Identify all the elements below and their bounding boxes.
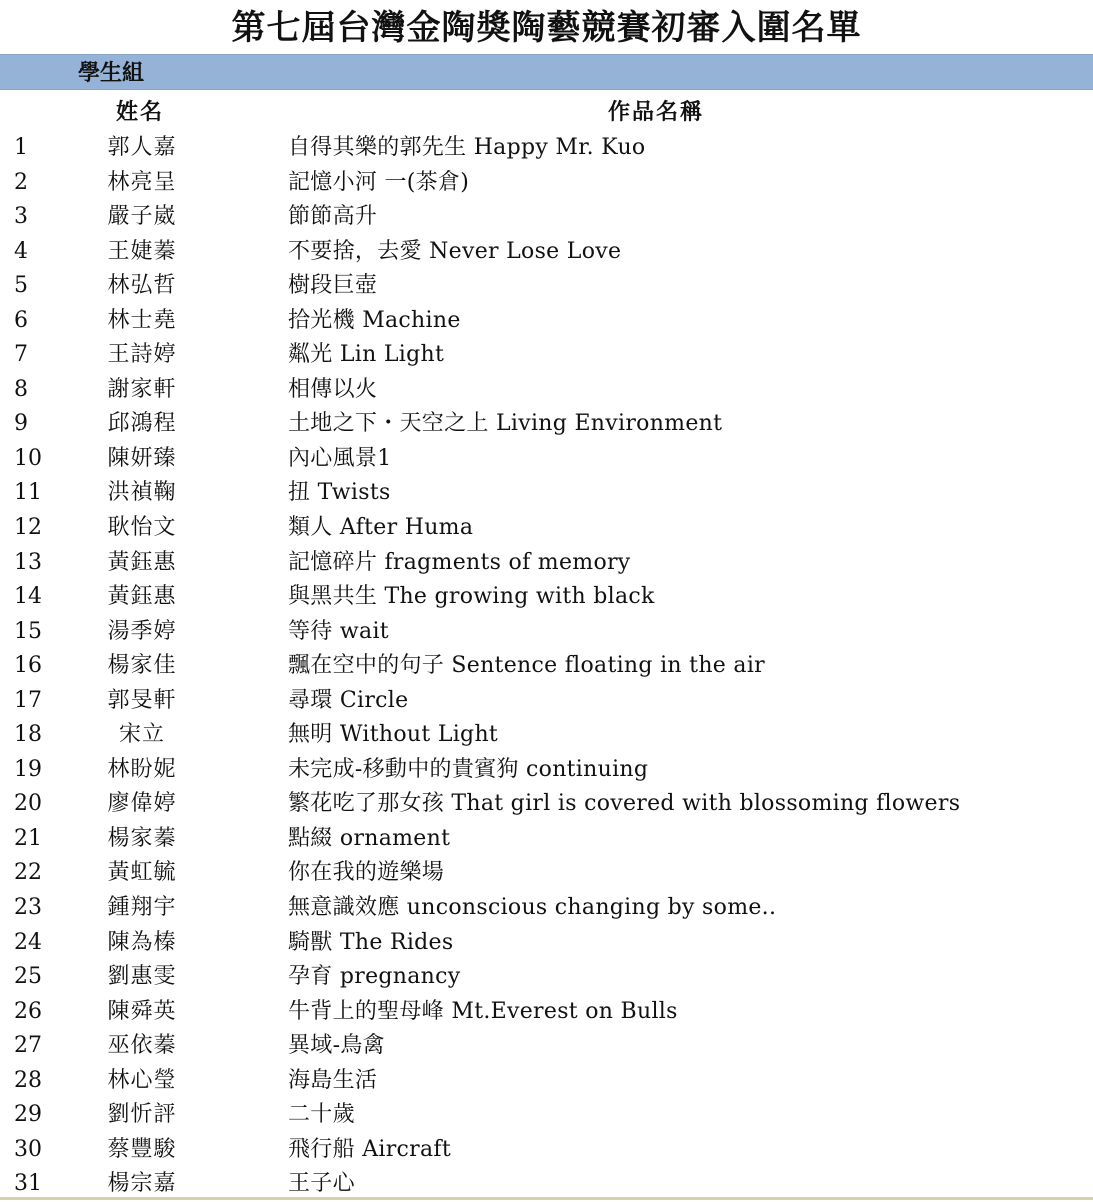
table-row (0, 442, 1093, 477)
entry-number: 24 (14, 929, 42, 955)
entry-name: 洪禎鞠 (107, 480, 177, 506)
entry-work-title: 異域-鳥禽 (288, 1033, 385, 1059)
entry-work-title: 節節高升 (288, 204, 378, 230)
entry-work-title: 你在我的遊樂場 (288, 860, 445, 886)
entry-name: 陳為榛 (107, 929, 177, 955)
entry-number: 16 (14, 653, 42, 679)
page-title: 第七屆台灣金陶獎陶藝競賽初審入圍名單 (231, 8, 862, 48)
entry-number: 11 (14, 480, 42, 506)
entry-name: 謝家軒 (107, 376, 177, 402)
table-row (0, 684, 1093, 719)
entry-name: 黃鈺惠 (107, 549, 177, 575)
entry-number: 27 (14, 1033, 42, 1059)
entry-work-title: 王子心 (288, 1171, 355, 1197)
column-header-row (0, 92, 1093, 132)
entry-work-title: 飛行船 Aircraft (288, 1136, 451, 1162)
entry-work-title: 不要捨，去愛 Never Lose Love (288, 238, 622, 264)
table-row (0, 615, 1093, 650)
entry-work-title: 騎獸 The Rides (288, 929, 454, 955)
table-row (0, 995, 1093, 1030)
entry-name: 劉惠雯 (107, 964, 177, 990)
entry-work-title: 未完成-移動中的貴賓狗 continuing (288, 756, 649, 782)
entry-work-title: 等待 wait (288, 618, 389, 644)
entry-number: 26 (14, 998, 42, 1024)
entry-number: 3 (14, 204, 28, 230)
entry-number: 1 (14, 135, 28, 160)
entry-name: 林士堯 (107, 307, 177, 333)
entry-name: 郭人嘉 (107, 135, 177, 160)
entry-number: 9 (14, 411, 28, 437)
entry-number: 25 (14, 964, 42, 990)
entry-number: 10 (14, 445, 42, 471)
entry-number: 31 (14, 1171, 42, 1197)
entry-work-title: 繁花吃了那女孩 That girl is covered with blossoming flowers (288, 791, 961, 817)
table-row (0, 856, 1093, 891)
entry-number: 28 (14, 1067, 42, 1093)
entry-name: 宋立 (118, 722, 165, 748)
table-row (0, 753, 1093, 788)
entry-work-title: 拾光機 Machine (288, 307, 461, 333)
entry-work-title: 扭 Twists (288, 480, 391, 506)
column-header-work: 作品名稱 (608, 99, 705, 125)
entry-name: 耿怡文 (107, 515, 177, 541)
entry-number: 30 (14, 1136, 42, 1162)
entry-number: 18 (14, 722, 42, 748)
entry-number: 21 (14, 825, 42, 851)
table-row (0, 373, 1093, 408)
entry-work-title: 樹段巨壺 (288, 273, 378, 299)
table-row (0, 1098, 1093, 1133)
entry-number: 4 (14, 238, 28, 264)
table-row (0, 166, 1093, 201)
entry-work-title: 與黑共生 The growing with black (288, 584, 655, 610)
entry-number: 2 (14, 169, 28, 195)
entry-number: 23 (14, 895, 42, 921)
entry-number: 7 (14, 342, 28, 368)
entry-name: 巫依蓁 (107, 1033, 177, 1059)
table-row (0, 580, 1093, 615)
table-row (0, 1133, 1093, 1168)
entry-name: 林盼妮 (107, 756, 177, 782)
entry-work-title: 二十歲 (288, 1102, 355, 1128)
table-row (0, 269, 1093, 304)
entry-work-title: 記憶小河 一(茶倉) (288, 169, 470, 195)
entry-name: 王詩婷 (107, 342, 177, 368)
entry-work-title: 尋環 Circle (288, 687, 409, 713)
entry-work-title: 土地之下・天空之上 Living Environment (288, 411, 723, 437)
entry-work-title: 無明 Without Light (288, 722, 499, 748)
entry-work-title: 無意識效應 unconscious changing by some.. (288, 895, 777, 921)
group-header-bar (0, 54, 1093, 90)
group-label: 學生組 (78, 60, 145, 86)
entry-list (0, 131, 1093, 1202)
entry-number: 20 (14, 791, 42, 817)
table-row (0, 338, 1093, 373)
table-row (0, 304, 1093, 339)
entry-number: 19 (14, 756, 42, 782)
entry-number: 6 (14, 307, 28, 333)
table-row (0, 235, 1093, 270)
table-row (0, 407, 1093, 442)
entry-number: 12 (14, 515, 42, 541)
entry-work-title: 相傳以火 (288, 376, 378, 402)
entry-name: 楊家佳 (107, 653, 177, 679)
table-row (0, 649, 1093, 684)
table-row (0, 200, 1093, 235)
entry-name: 廖偉婷 (107, 791, 177, 817)
entry-work-title: 類人 After Huma (288, 515, 474, 541)
entry-number: 5 (14, 273, 28, 299)
entry-name: 鍾翔宇 (107, 895, 177, 921)
entry-work-title: 粼光 Lin Light (288, 342, 445, 368)
table-row (0, 926, 1093, 961)
table-row (0, 891, 1093, 926)
entry-work-title: 點綴 ornament (288, 825, 451, 851)
entry-name: 邱鴻程 (107, 411, 177, 437)
entry-number: 14 (14, 584, 42, 610)
table-row (0, 476, 1093, 511)
entry-work-title: 牛背上的聖母峰 Mt.Everest on Bulls (288, 998, 678, 1024)
table-row (0, 787, 1093, 822)
table-row (0, 1029, 1093, 1064)
table-row (0, 718, 1093, 753)
entry-name: 郭旻軒 (107, 687, 177, 713)
table-row (0, 511, 1093, 546)
entry-name: 王婕蓁 (107, 238, 177, 264)
table-row (0, 960, 1093, 995)
entry-work-title: 孕育 pregnancy (288, 964, 461, 990)
entry-work-title: 海島生活 (288, 1067, 378, 1093)
entry-name: 楊家蓁 (107, 825, 177, 851)
entry-name: 陳妍臻 (107, 445, 177, 471)
entry-number: 29 (14, 1102, 42, 1128)
entry-number: 22 (14, 860, 42, 886)
entry-work-title: 飄在空中的句子 Sentence floating in the air (288, 653, 765, 679)
entry-name: 嚴子崴 (107, 204, 177, 230)
entry-name: 林心瑩 (107, 1067, 177, 1093)
entry-work-title: 記憶碎片 fragments of memory (288, 549, 631, 575)
entry-name: 劉忻評 (107, 1102, 177, 1128)
entry-number: 13 (14, 549, 42, 575)
table-row (0, 546, 1093, 581)
entry-name: 蔡豐駿 (107, 1136, 177, 1162)
entry-work-title: 自得其樂的郭先生 Happy Mr. Kuo (288, 135, 646, 160)
column-header-name: 姓名 (116, 99, 165, 125)
table-row (0, 822, 1093, 857)
entry-name: 黃鈺惠 (107, 584, 177, 610)
entry-name: 黃虹毓 (107, 860, 177, 886)
entry-name: 林弘哲 (107, 273, 177, 299)
table-row (0, 1064, 1093, 1099)
entry-work-title: 內心風景1 (288, 445, 392, 471)
table-row (0, 131, 1093, 166)
entry-name: 陳舜英 (107, 998, 177, 1024)
entry-number: 15 (14, 618, 42, 644)
entry-number: 17 (14, 687, 42, 713)
entry-name: 楊宗嘉 (107, 1171, 177, 1197)
entry-number: 8 (14, 376, 28, 402)
entry-name: 林亮呈 (107, 169, 177, 195)
entry-name: 湯季婷 (107, 618, 177, 644)
